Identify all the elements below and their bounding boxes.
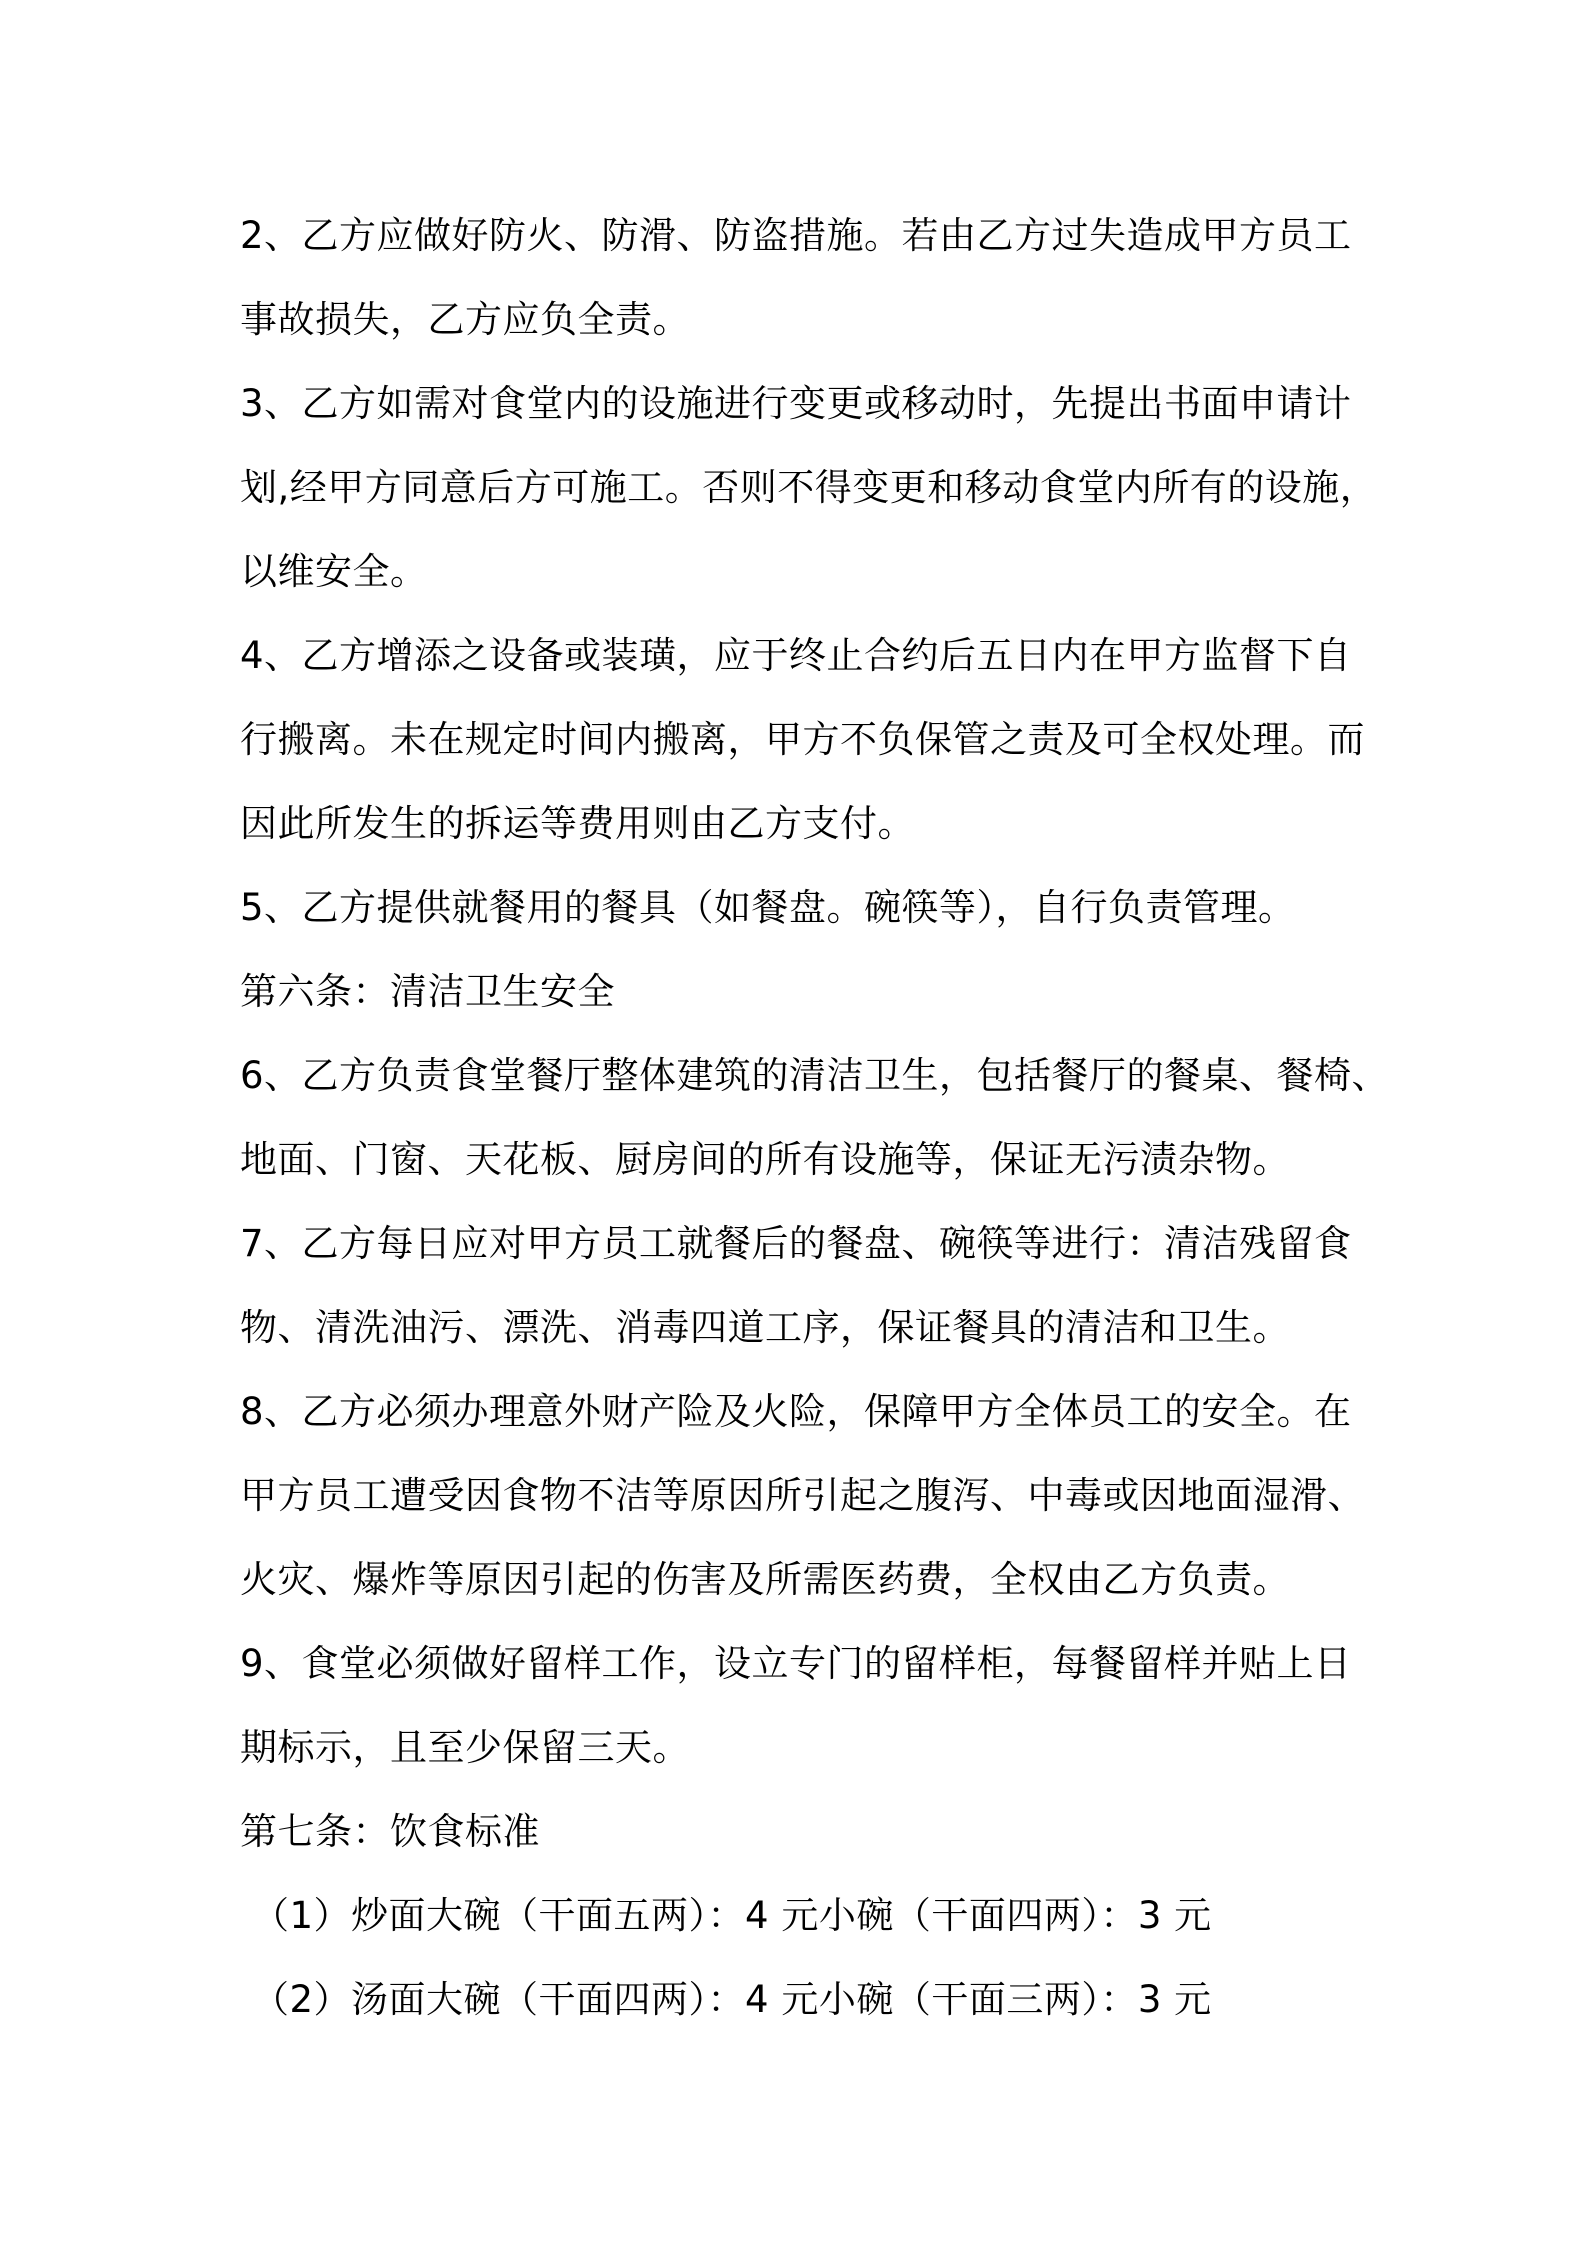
clause-9-line-1: 9、食堂必须做好留样工作，设立专门的留样柜，每餐留样并贴上日: [240, 1642, 1352, 1685]
document-body: [240, 194, 1390, 2042]
clause-4-line-3: 因此所发生的拆运等费用则由乙方支付。: [240, 802, 915, 845]
clause-3-line-1: 3、乙方如需对食堂内的设施进行变更或移动时，先提出书面申请计: [240, 382, 1352, 425]
clause-7-line-2: 物、清洗油污、漂洗、消毒四道工序，保证餐具的清洁和卫生。: [240, 1306, 1290, 1349]
clause-5-line-1: 5、乙方提供就餐用的餐具（如餐盘。碗筷等），自行负责管理。: [240, 886, 1296, 929]
clause-8-line-3: 火灾、爆炸等原因引起的伤害及所需医药费，全权由乙方负责。: [240, 1558, 1290, 1601]
clause-3-line-2: 划,经甲方同意后方可施工。否则不得变更和移动食堂内所有的设施，: [240, 466, 1378, 509]
clause-2-line-1: 2、乙方应做好防火、防滑、防盗措施。若由乙方过失造成甲方员工: [240, 214, 1352, 257]
clause-4-line-1: 4、乙方增添之设备或装璜，应于终止合约后五日内在甲方监督下自: [240, 634, 1352, 677]
article-6-heading: 第六条：清洁卫生安全: [240, 970, 615, 1013]
clause-3-line-3: 以维安全。: [240, 550, 428, 593]
clause-8-line-1: 8、乙方必须办理意外财产险及火险，保障甲方全体员工的安全。在: [240, 1390, 1352, 1433]
clause-4-line-2: 行搬离。未在规定时间内搬离，甲方不负保管之责及可全权处理。而: [240, 718, 1365, 761]
clause-6-line-1: 6、乙方负责食堂餐厅整体建筑的清洁卫生，包括餐厅的餐桌、餐椅、: [240, 1054, 1390, 1097]
clause-6-line-2: 地面、门窗、天花板、厨房间的所有设施等，保证无污渍杂物。: [240, 1138, 1290, 1181]
clause-2-line-2: 事故损失，乙方应负全责。: [240, 298, 690, 341]
clause-8-line-2: 甲方员工遭受因食物不洁等原因所引起之腹泻、中毒或因地面湿滑、: [240, 1474, 1365, 1517]
clause-7-line-1: 7、乙方每日应对甲方员工就餐后的餐盘、碗筷等进行：清洁残留食: [240, 1222, 1352, 1265]
price-item-1: （1）炒面大碗（干面五两）：4 元小碗（干面四两）：3 元: [252, 1894, 1212, 1937]
clause-9-line-2: 期标示，且至少保留三天。: [240, 1726, 690, 1769]
price-item-2: （2）汤面大碗（干面四两）：4 元小碗（干面三两）：3 元: [252, 1978, 1212, 2021]
article-7-heading: 第七条：饮食标准: [240, 1810, 540, 1853]
